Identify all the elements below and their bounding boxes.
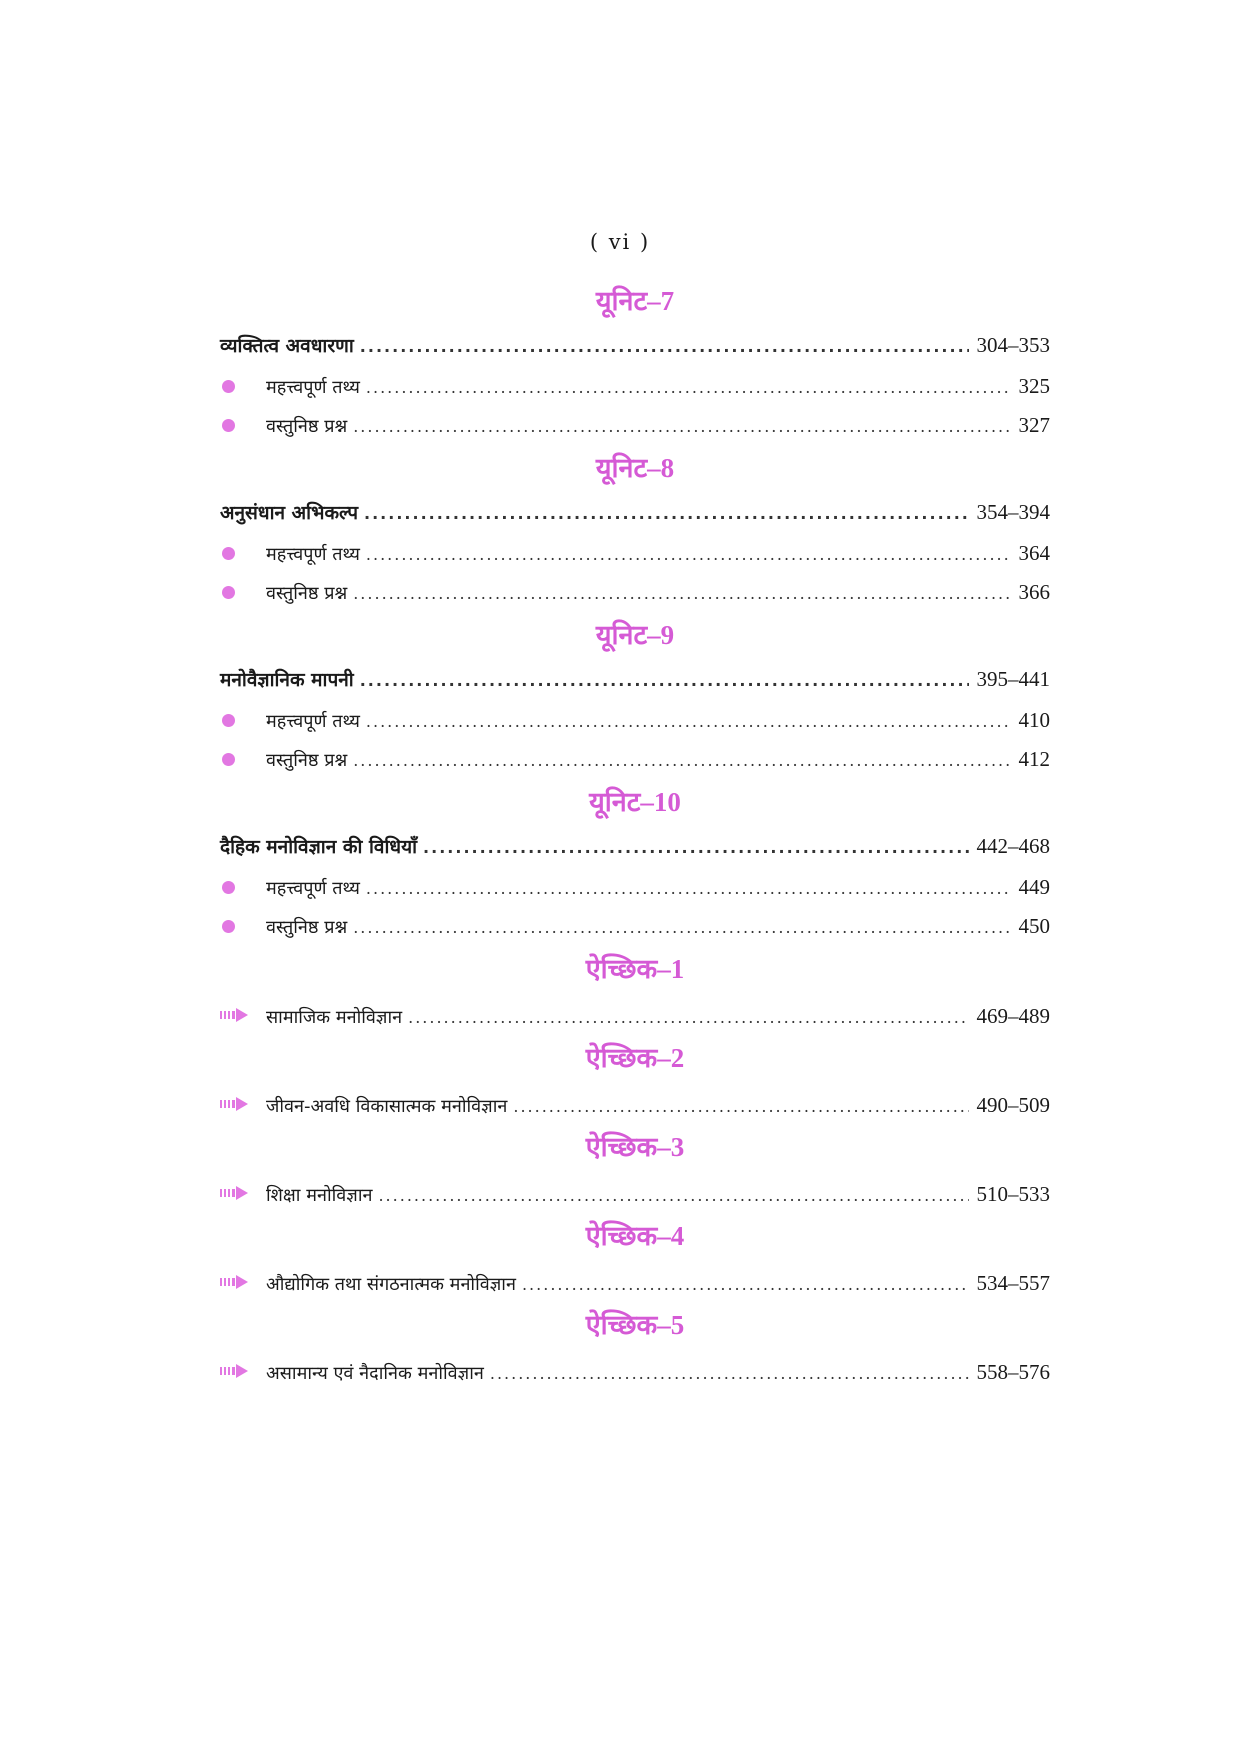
toc-entry-pages: 510–533 (976, 1181, 1050, 1206)
toc-entry-title: सामाजिक मनोविज्ञान (266, 1006, 403, 1028)
page-number: ( vi ) (589, 230, 651, 254)
dot-leader (353, 407, 1010, 446)
elective-heading: ऐच्छिक–1 (585, 954, 685, 984)
toc-subentry[interactable] (220, 905, 1050, 944)
dot-leader (353, 741, 1010, 780)
toc-subentry-title: महत्त्वपूर्ण तथ्य (266, 377, 360, 398)
toc-entry-elective[interactable] (220, 1261, 1050, 1300)
toc-subentry-title: वस्तुनिष्ठ प्रश्न (266, 917, 348, 938)
toc-entry-unit[interactable] (220, 827, 1050, 866)
toc-subentry[interactable] (220, 866, 1050, 905)
dot-leader (360, 327, 969, 366)
toc-entry-elective[interactable] (220, 1350, 1050, 1389)
toc-entry-pages: 442–468 (976, 834, 1050, 858)
toc-subentry-title: महत्त्वपूर्ण तथ्य (266, 544, 360, 565)
toc-entry-elective[interactable] (220, 1172, 1050, 1211)
dot-leader (353, 574, 1010, 613)
bullet-icon (222, 881, 235, 894)
toc-entry-elective[interactable] (220, 1083, 1050, 1122)
toc-subentry-title: वस्तुनिष्ठ प्रश्न (266, 583, 348, 604)
toc-entry-unit[interactable] (220, 493, 1050, 532)
toc-subentry-page: 449 (1018, 875, 1050, 899)
dot-leader (366, 702, 1011, 741)
dot-leader (490, 1354, 969, 1393)
dot-leader (408, 998, 968, 1037)
dot-leader (366, 535, 1011, 574)
elective-heading: ऐच्छिक–2 (585, 1043, 685, 1073)
dot-leader (366, 869, 1011, 908)
toc-subentry-page: 325 (1018, 374, 1050, 398)
toc-subentry-page: 450 (1018, 914, 1050, 938)
unit-heading: यूनिट–9 (595, 620, 675, 650)
bullet-icon (222, 714, 235, 727)
toc-entry-title: शिक्षा मनोविज्ञान (266, 1184, 373, 1206)
bullet-icon (222, 547, 235, 560)
toc-subentry-page: 410 (1018, 708, 1050, 732)
unit-heading: यूनिट–8 (595, 453, 675, 483)
toc-entry-pages: 354–394 (976, 500, 1050, 524)
toc-subentry-title: महत्त्वपूर्ण तथ्य (266, 878, 360, 899)
striped-arrow-icon (220, 1185, 254, 1201)
toc-entry-pages: 395–441 (976, 667, 1050, 691)
toc-entry-unit[interactable] (220, 326, 1050, 365)
bullet-icon (222, 419, 235, 432)
toc-entry-title: अनुसंधान अभिकल्प (220, 502, 359, 524)
toc-entry-title: औद्योगिक तथा संगठनात्मक मनोविज्ञान (266, 1273, 516, 1295)
toc-entry-title: व्यक्तित्व अवधारणा (220, 335, 354, 357)
toc-subentry-title: महत्त्वपूर्ण तथ्य (266, 711, 360, 732)
dot-leader (423, 828, 968, 867)
elective-heading: ऐच्छिक–5 (585, 1310, 685, 1340)
unit-heading: यूनिट–7 (595, 286, 675, 316)
dot-leader (513, 1087, 968, 1126)
toc-entry-unit[interactable] (220, 660, 1050, 699)
striped-arrow-icon (220, 1096, 254, 1112)
toc-subentry-page: 366 (1018, 580, 1050, 604)
toc-entry-title: दैहिक मनोविज्ञान की विधियाँ (220, 836, 418, 858)
toc-subentry[interactable] (220, 532, 1050, 571)
dot-leader (364, 494, 968, 533)
toc-subentry-page: 412 (1018, 747, 1050, 771)
unit-heading: यूनिट–10 (589, 787, 681, 817)
striped-arrow-icon (220, 1274, 254, 1290)
toc-entry-pages: 558–576 (976, 1359, 1050, 1384)
bullet-icon (222, 380, 235, 393)
toc-subentry-title: वस्तुनिष्ठ प्रश्न (266, 750, 348, 771)
toc-subentry[interactable] (220, 365, 1050, 404)
toc-subentry[interactable] (220, 404, 1050, 443)
table-of-contents (220, 276, 1050, 1389)
dot-leader (366, 368, 1011, 407)
toc-entry-pages: 534–557 (976, 1270, 1050, 1295)
bullet-icon (222, 920, 235, 933)
bullet-icon (222, 753, 235, 766)
bullet-icon (222, 586, 235, 599)
toc-entry-pages: 469–489 (976, 1003, 1050, 1028)
toc-entry-pages: 304–353 (976, 333, 1050, 357)
dot-leader (522, 1265, 969, 1304)
toc-subentry[interactable] (220, 699, 1050, 738)
toc-subentry-title: वस्तुनिष्ठ प्रश्न (266, 416, 348, 437)
toc-subentry[interactable] (220, 738, 1050, 777)
toc-entry-elective[interactable] (220, 994, 1050, 1033)
striped-arrow-icon (220, 1363, 254, 1379)
elective-heading: ऐच्छिक–4 (585, 1221, 685, 1251)
dot-leader (378, 1176, 968, 1215)
toc-subentry[interactable] (220, 571, 1050, 610)
toc-subentry-page: 327 (1018, 413, 1050, 437)
toc-entry-title: जीवन-अवधि विकासात्मक मनोविज्ञान (266, 1095, 508, 1117)
toc-entry-pages: 490–509 (976, 1092, 1050, 1117)
toc-entry-title: मनोवैज्ञानिक मापनी (220, 669, 354, 691)
toc-entry-title: असामान्य एवं नैदानिक मनोविज्ञान (266, 1362, 484, 1384)
striped-arrow-icon (220, 1007, 254, 1023)
dot-leader (353, 908, 1010, 947)
dot-leader (360, 661, 969, 700)
elective-heading: ऐच्छिक–3 (585, 1132, 685, 1162)
toc-subentry-page: 364 (1018, 541, 1050, 565)
